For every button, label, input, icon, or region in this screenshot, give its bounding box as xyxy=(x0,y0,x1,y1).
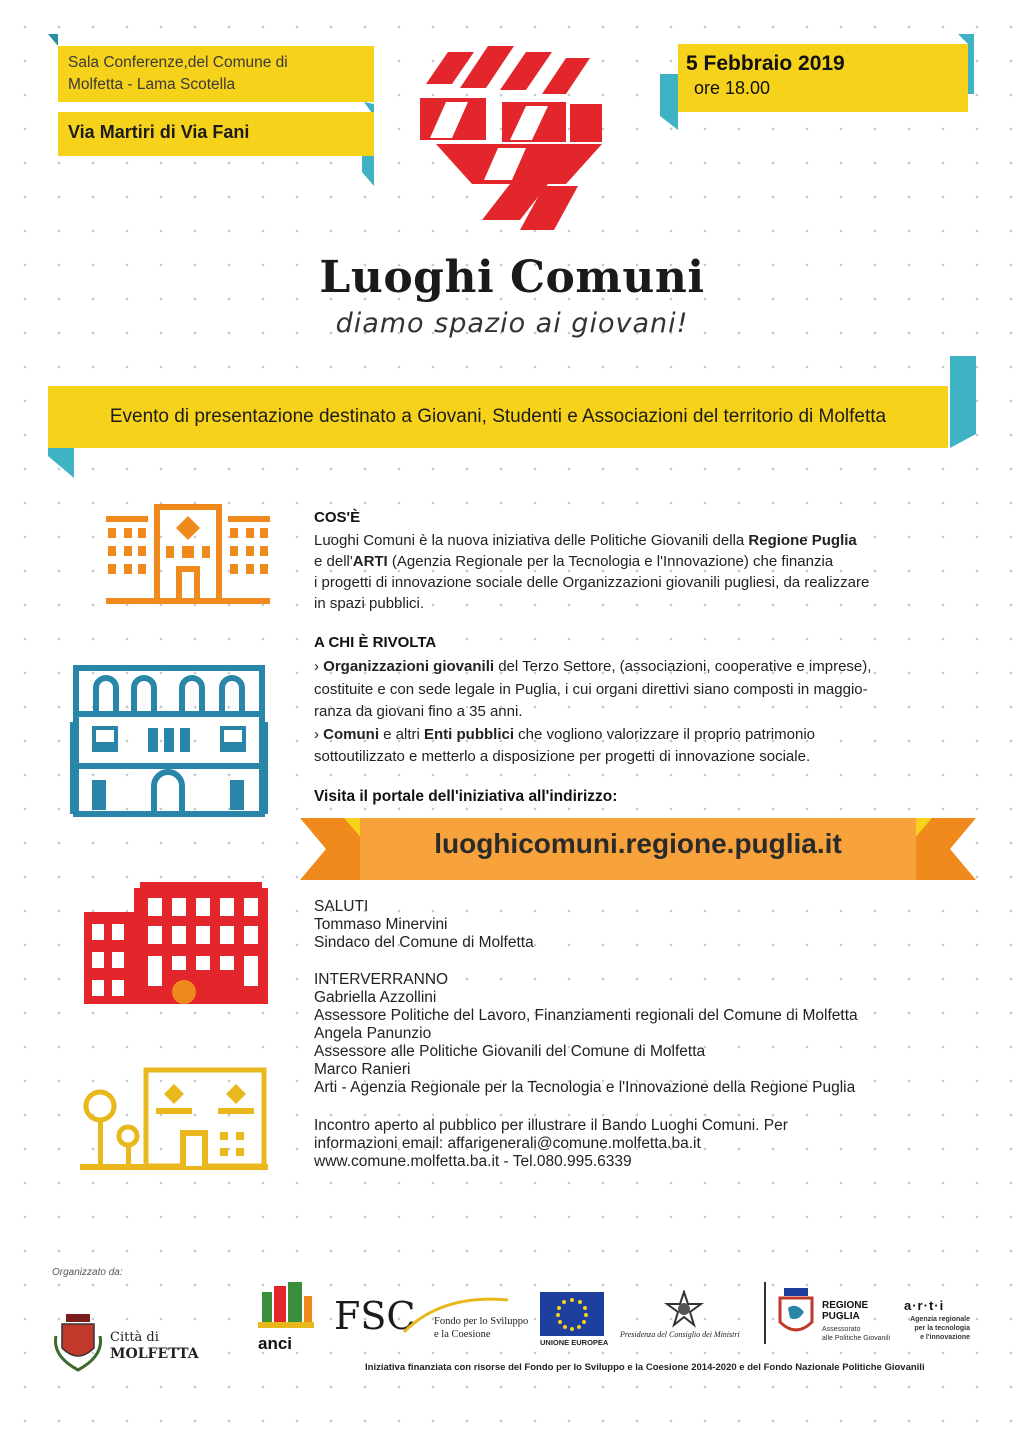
arti-sub-3: e l'innovazione xyxy=(920,1334,970,1341)
region-label-2: PUGLIA xyxy=(822,1311,860,1322)
venue-line-1: Sala Conferenze,del Comune di xyxy=(68,54,288,71)
who-item2-line2: sottoutilizzato e metterlo a disposizione per progetti di innovazione sociale. xyxy=(314,748,811,765)
speaker3-role: Arti - Agenzia Regionale per la Tecnologia e l'Innovazione della Regione Puglia xyxy=(314,1079,856,1096)
visit-portal-label: Visita il portale dell'iniziativa all'indirizzo: xyxy=(314,788,618,805)
region-label-1: REGIONE xyxy=(822,1300,869,1311)
anci-label: anci xyxy=(258,1334,293,1353)
city-label-1: Città di xyxy=(110,1330,159,1345)
section-body-what xyxy=(314,530,954,614)
portal-url[interactable]: luoghicomuni.regione.puglia.it xyxy=(434,828,842,859)
portal-url-ribbon[interactable] xyxy=(300,818,976,880)
molfetta-crest-icon xyxy=(52,1312,104,1374)
speaker1-name: Gabriella Azzollini xyxy=(314,989,437,1006)
who-item1-line3: ranza da giovani fino a 35 anni. xyxy=(314,703,523,720)
date-ribbon xyxy=(678,44,968,112)
event-date: 5 Febbraio 2019 xyxy=(686,52,845,75)
what-arti: ARTI xyxy=(352,553,388,570)
who-item1-rest: del Terzo Settore, (associazioni, cooperative e imprese), xyxy=(494,658,872,675)
what-line-2c: (Agenzia Regionale per la Tecnologia e l'Innovazione) che finanzia xyxy=(387,553,834,570)
street-name: Via Martiri di Via Fani xyxy=(68,122,250,142)
region-sub-1: Assessorato xyxy=(822,1326,861,1333)
info-line-1: Incontro aperto al pubblico per illustrare il Bando Luoghi Comuni. Per xyxy=(314,1117,788,1134)
anci-logo-icon xyxy=(258,1282,314,1340)
eu-label: UNIONE EUROPEA xyxy=(540,1338,609,1347)
orange-building-icon xyxy=(106,502,270,604)
yellow-building-icon xyxy=(80,1066,268,1170)
who-item2-mid: e altri xyxy=(379,725,425,743)
info-website-phone[interactable]: www.comune.molfetta.ba.it - Tel.080.995.6339 xyxy=(314,1153,632,1170)
presidency-label: Presidenza del Consiglio dei Ministri xyxy=(620,1330,740,1339)
arti-sub-1: Agenzia regionale xyxy=(910,1316,970,1323)
speaker1-role: Assessore Politiche del Lavoro, Finanziamenti regionali del Comune di Molfetta xyxy=(314,1007,858,1024)
event-time: ore 18.00 xyxy=(694,78,771,98)
who-item1-line2: costituite e con sede legale in Puglia, i cui organi direttivi siano composti in maggio- xyxy=(314,680,868,698)
arti-logo: a·r·t·i xyxy=(904,1298,945,1313)
who-item2-rest: che vogliono valorizzare il proprio patrimonio xyxy=(514,725,815,743)
arti-sub-2: per la tecnologia xyxy=(914,1325,970,1332)
city-label-2: MOLFETTA xyxy=(110,1346,199,1362)
section-body-who: › Organizzazioni giovanili del Terzo Settore, (associazioni, cooperative e imprese), costituite e con sede legale in Puglia, i cui organi direttivi siano composti in maggio- ranza da giovani fino a 35 anni. › Comuni e altri Enti pubblici che vogliono valorizzare il proprio patrimonio sottoutilizzato e metterlo a disposizione per progetti di innovazione sociale. xyxy=(314,656,954,769)
section-heading-who: A CHI È RIVOLTA xyxy=(314,634,437,651)
street-ribbon xyxy=(58,112,374,156)
event-description-ribbon xyxy=(48,386,948,448)
info-email[interactable]: informazioni email: affarigenerali@comune.molfetta.ba.it xyxy=(314,1135,701,1152)
presidency-emblem-icon xyxy=(664,1290,704,1328)
speakers-heading: INTERVERRANNO xyxy=(314,971,449,988)
venue-ribbon xyxy=(58,46,374,102)
greeter-name: Tommaso Minervini xyxy=(314,916,448,933)
speaker3-name: Marco Ranieri xyxy=(314,1061,411,1078)
luoghi-comuni-logo xyxy=(416,44,604,234)
footer-divider xyxy=(764,1282,766,1344)
blue-building-icon xyxy=(70,662,268,820)
section-heading-what: COS'È xyxy=(314,509,361,526)
fsc-logo: FSC xyxy=(334,1294,416,1338)
region-sub-2: alle Politiche Giovanili xyxy=(822,1335,891,1342)
fsc-caption-2: e la Coesione xyxy=(434,1329,491,1340)
what-line-4: in spazi pubblici. xyxy=(314,595,425,612)
speaker2-role: Assessore alle Politiche Giovanili del Comune di Molfetta xyxy=(314,1043,706,1060)
page-subtitle: diamo spazio ai giovani! xyxy=(335,308,689,339)
fsc-caption-1: Fondo per lo Sviluppo xyxy=(434,1316,529,1327)
what-line-3: i progetti di innovazione sociale delle Organizzazioni giovanili pugliesi, da realizzare xyxy=(314,574,870,591)
regione-puglia-crest-icon xyxy=(776,1288,816,1340)
what-region-puglia: Regione Puglia xyxy=(748,532,857,549)
greetings-heading: SALUTI xyxy=(314,898,369,915)
who-item2-bold2: Enti pubblici xyxy=(424,725,515,743)
funding-note: Iniziativa finanziata con risorse del Fondo per lo Sviluppo e la Coesione 2014-2020 e del Fondo Nazionale Politiche Giovanili xyxy=(365,1362,925,1373)
organized-by-label: Organizzato da: xyxy=(52,1267,123,1278)
event-description: Evento di presentazione destinato a Giovani, Studenti e Associazioni del territorio di Molfetta xyxy=(109,406,887,427)
who-item1-bold: Organizzazioni giovanili xyxy=(323,658,495,675)
speaker2-name: Angela Panunzio xyxy=(314,1025,432,1042)
red-building-icon xyxy=(84,880,268,1004)
what-line-2a: e dell' xyxy=(314,553,353,570)
venue-line-2: Molfetta - Lama Scotella xyxy=(68,76,236,93)
page-title: Luoghi Comuni xyxy=(319,252,705,303)
greeter-role: Sindaco del Comune di Molfetta xyxy=(314,934,534,951)
who-item2-bold: Comuni xyxy=(323,725,379,743)
eu-flag-icon xyxy=(540,1292,604,1336)
what-line-1: Luoghi Comuni è la nuova iniziativa delle Politiche Giovanili della xyxy=(314,532,749,549)
